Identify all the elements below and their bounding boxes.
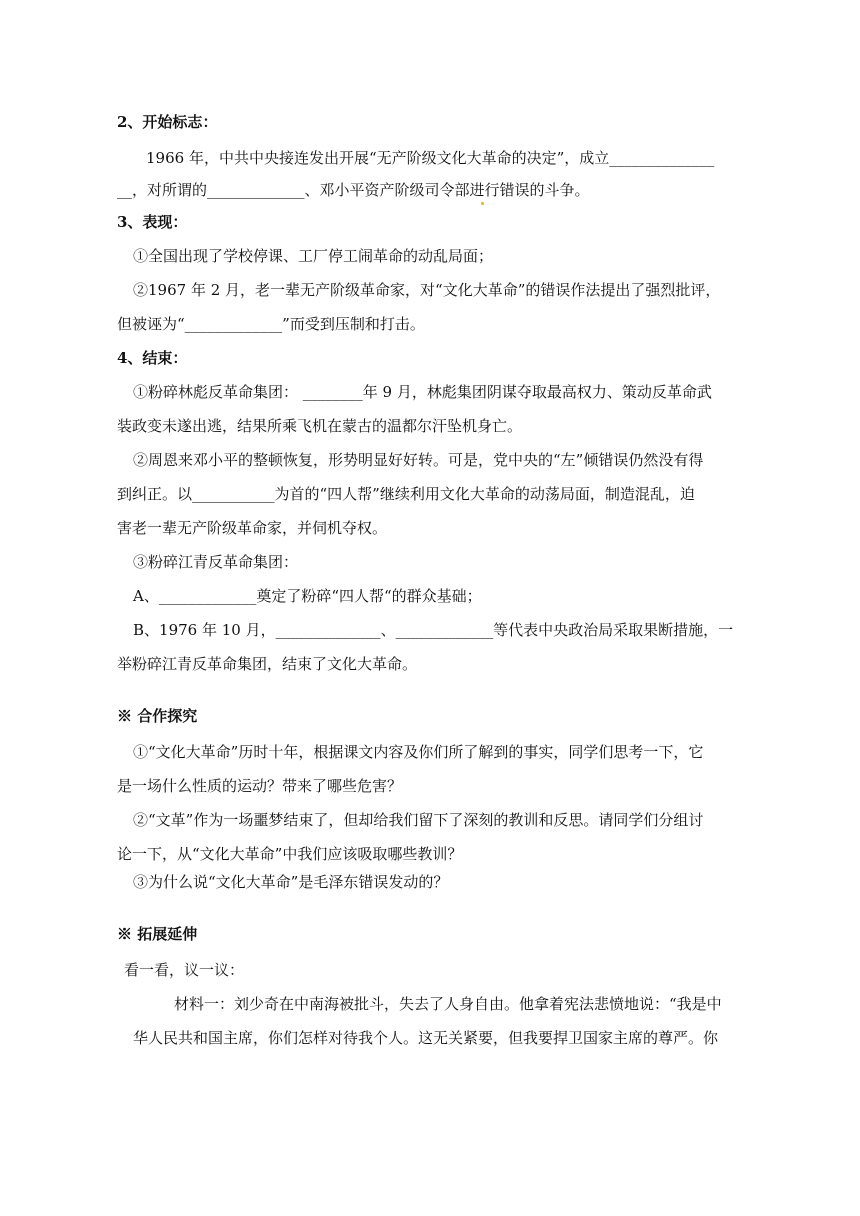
list-item: ③粉碎江青反革命集团： <box>133 553 299 571</box>
question-item: ①“文化大革命”历时十年，根据课文内容及你们所了解到的事实，同学们思考一下，它 <box>133 743 704 761</box>
list-item-continued: 到纠正。以___________为首的“四人帮”继续利用文化大革命的动荡局面，制造混乱，迫 <box>117 485 695 503</box>
section-heading-manifestation: 3、表现： <box>117 213 188 231</box>
question-item-continued: 是一场什么性质的运动？带来了哪些危害？ <box>117 777 403 795</box>
section-heading-extension: ※ 拓展延伸 <box>117 925 198 943</box>
list-item: ②周恩来邓小平的整顿恢复，形势明显好好转。可是，党中央的“左”倾错误仍然没有得 <box>133 451 704 469</box>
question-item: ③为什么说“文化大革命”是毛泽东错误发动的？ <box>133 873 449 891</box>
material-paragraph-line: 材料一：刘少奇在中南海被批斗，失去了人身自由。他拿着宪法悲愤地说：“我是中 <box>174 995 722 1013</box>
section-heading-start: 2、开始标志： <box>117 113 218 131</box>
material-paragraph-line: 华人民共和国主席，你们怎样对待我个人。这无关紧要，但我要捍卫国家主席的尊严。你 <box>133 1029 719 1047</box>
stray-mark <box>481 202 484 205</box>
extension-intro: 看一看，议一议： <box>124 961 245 979</box>
section-heading-cooperation: ※ 合作探究 <box>117 707 198 725</box>
list-item-continued: 装政变未遂出逃，结果所乘飞机在蒙古的温都尔汗坠机身亡。 <box>117 417 523 435</box>
question-item: ②“文革”作为一场噩梦结束了，但却给我们留下了深刻的教训和反思。请同学们分组讨 <box>133 811 704 829</box>
list-item-continued: 但被诬为“_____________”而受到压制和打击。 <box>117 315 425 333</box>
list-item: ②1967 年 2 月，老一辈无产阶级革命家，对“文化大革命”的错误作法提出了强烈批评， <box>133 281 721 299</box>
list-item: ①全国出现了学校停课、工厂停工闹革命的动乱局面； <box>133 247 494 265</box>
list-item-continued: 举粉碎江青反革命集团，结束了文化大革命。 <box>117 655 418 673</box>
section-heading-end: 4、结束： <box>117 349 188 367</box>
list-item: ①粉碎林彪反革命集团： ________年 9 月，林彪集团阴谋夺取最高权力、策动反革命武 <box>133 383 712 401</box>
list-subitem: A、_____________奠定了粉碎“四人帮“的群众基础； <box>133 587 482 605</box>
question-item-continued: 论一下，从“文化大革命”中我们应该吸取哪些教训？ <box>117 845 463 863</box>
list-item-continued: 害老一辈无产阶级革命家，并伺机夺权。 <box>117 519 388 537</box>
paragraph-line: 1966 年，中共中央接连发出开展“无产阶级文化大革命的决定”，成立______________ <box>146 149 715 167</box>
paragraph-line: __，对所谓的_____________、邓小平资产阶级司令部进行错误的斗争。 <box>117 181 590 199</box>
list-subitem: B、1976 年 10 月，______________、_____________等代表中央政治局采取果断措施，一 <box>133 621 734 639</box>
